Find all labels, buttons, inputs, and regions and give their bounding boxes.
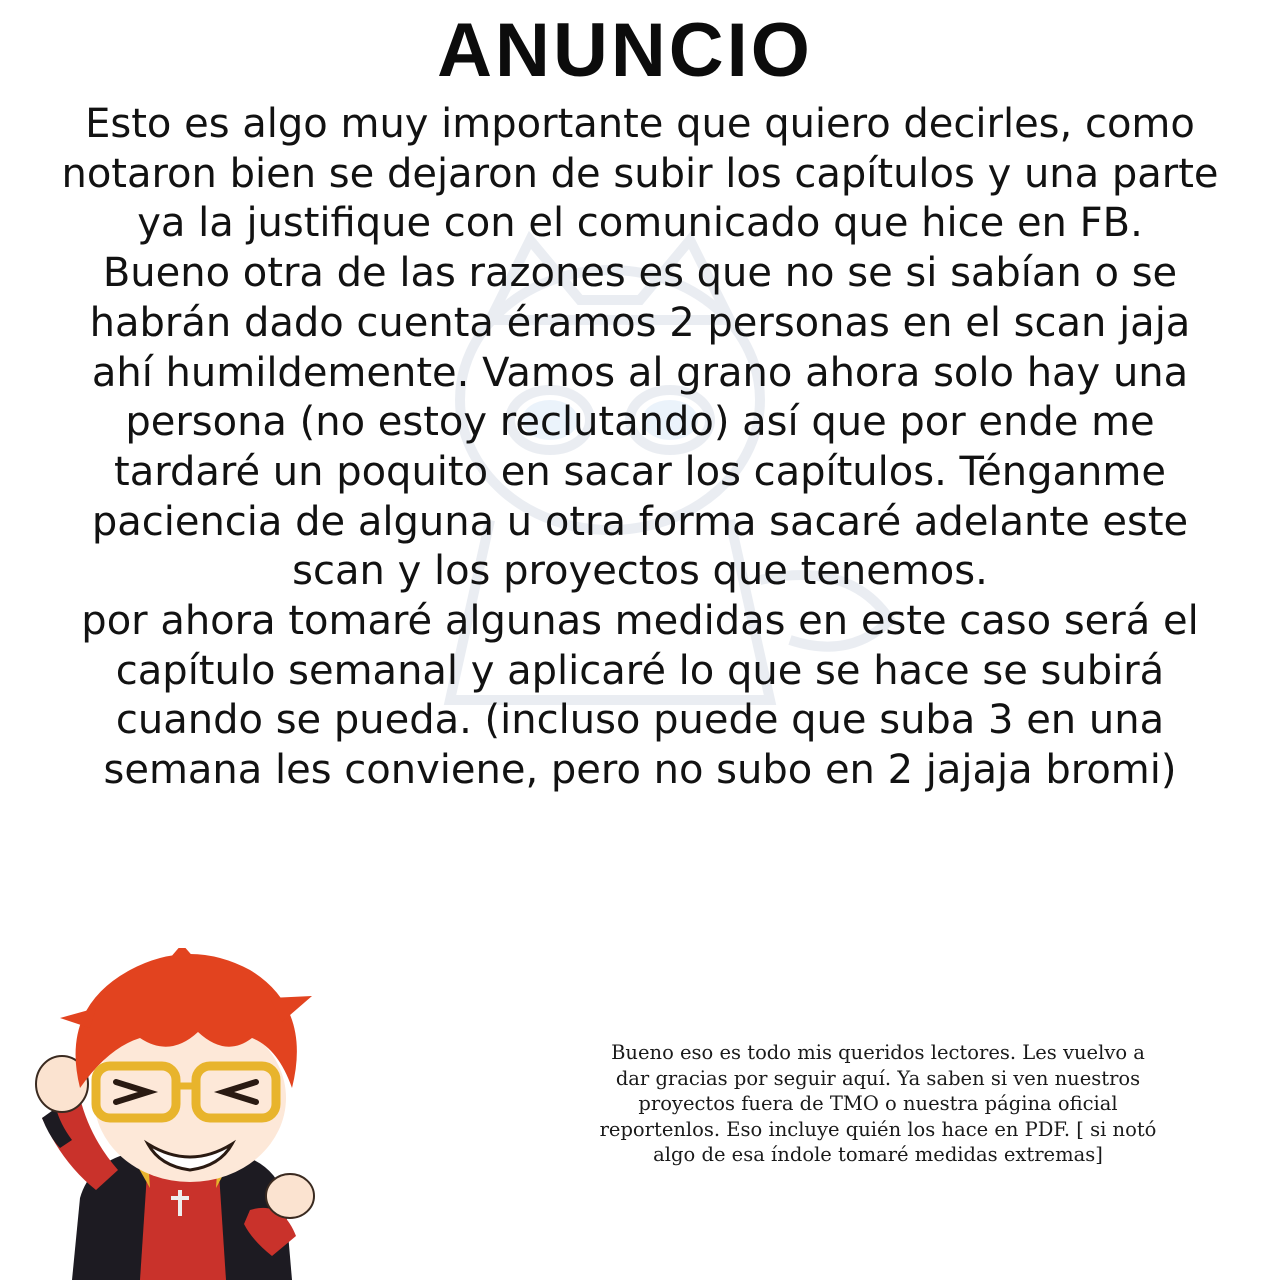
- announcement-body: [60, 100, 1220, 796]
- body-paragraph-1: Esto es algo muy importante que quiero decirles, como notaron bien se dejaron de subir los capítulos y una parte ya la justifique con el comunicado que hice en FB.: [61, 101, 1219, 247]
- mascot-image: [20, 948, 340, 1280]
- closing-note-text: Bueno eso es todo mis queridos lectores. Les vuelvo a dar gracias por seguir aquí. Ya saben si ven nuestros proyectos fuera de TMO o nuestra página oficial reportenlos. Eso incluye quién los hace en PDF. [ si notó algo de esa índole tomaré medidas extremas]: [599, 1041, 1157, 1166]
- closing-note: [598, 1040, 1158, 1168]
- body-paragraph-3: por ahora tomaré algunas medidas en este caso será el capítulo semanal y aplicaré lo que se hace se subirá cuando se pueda. (incluso puede que suba 3 en una semana les conviene, pero no subo en 2 jajaja bromi): [81, 598, 1199, 794]
- announcement-title: ANUNCIO: [437, 8, 813, 93]
- body-paragraph-2: Bueno otra de las razones es que no se si sabían o se habrán dado cuenta éramos 2 personas en el scan jaja ahí humildemente. Vamos al grano ahora solo hay una persona (no estoy reclutando) así que por ende me tardaré un poquito en sacar los capítulos. Ténganme paciencia de alguna u otra forma sacaré adelante este scan y los proyectos que tenemos.: [89, 250, 1191, 595]
